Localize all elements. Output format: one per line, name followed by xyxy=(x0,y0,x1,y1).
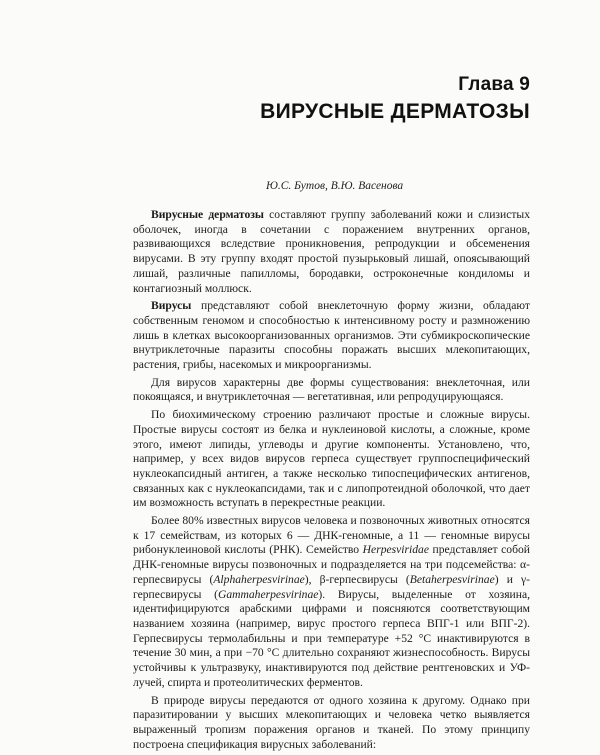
paragraph-viral-dermatoses xyxy=(133,208,530,296)
body-text xyxy=(133,208,530,755)
chapter-title: ВИРУСНЫЕ ДЕРМАТОЗЫ xyxy=(260,100,530,123)
paragraph-transmission: В природе вирусы передаются от одного хозяина к другому. Однако при паразитировании у высших млекопитающих и человека четко выявляется выраженный тропизм поражения органов и тканей. По этому принципу построена спецификация вирусных заболеваний: xyxy=(133,693,530,751)
chapter-number: Глава 9 xyxy=(458,74,530,95)
paragraph-text: представляют собой внеклеточную форму жизни, обладают собственным геномом и способностью к интенсивному росту и размножению лишь в клетках высокоорганизованных организмов. Эти субмикроскопические внутриклеточные паразиты способны поражать высших млекопитающих, растения, грибы, насекомых и микроорганизмы. xyxy=(133,299,530,372)
bold-term: Вирусные дерматозы xyxy=(151,208,264,221)
chapter-authors: Ю.С. Бутов, В.Ю. Васенова xyxy=(266,180,404,192)
paragraph-forms: Для вирусов характерны две формы существования: внеклеточная, или покоящаяся, и внутриклеточная — вегетативная, или репродуцирующаяся. xyxy=(133,375,530,404)
paragraph-text: ) и γ-герпесвирусы ( xyxy=(133,572,530,601)
latin-term: Alphaherpesvirinae xyxy=(213,572,305,586)
paragraph-biochemistry: По биохимическому строению различают простые и сложные вирусы. Простые вирусы состоят из белка и нуклеиновой кислоты, а сложные, кроме этого, имеют липиды, углеводы и другие компоненты. Установлено, что, например, у всех видов вирусов герпеса существует группоспецифический нуклеокапсидный антиген, а также несколько типоспецифических антигенов, связанных как с нуклеокапсидами, так и с липопротеидной оболочкой, что дает им возможность вступать в перекрестные реакции. xyxy=(133,408,530,510)
paragraph-text: ). Вирусы, выделенные от хозяина, идентифицируются арабскими цифрами и поясняются соответствующим названием хозяина (например, вирус простого герпеса ВПГ-1 или ВПГ-2). Герпесвирусы термолабильны и при температуре +52 °С инактивируются в течение 30 мин, а при −70 °С длительно сохраняют жизнеспособность. Вирусы устойчивы к ультразвуку, инактивируются под действие рентгеновских и УФ-лучей, спирта и протеолитических ферментов. xyxy=(133,587,530,689)
paragraph-families xyxy=(133,514,530,690)
paragraph-text: составляют группу заболеваний кожи и слизистых оболочек, иногда в сочетании с поражением внутренних органов, развивающихся вследствие проникновения, репродукции и обсеменения вирусами. В эту группу входят простой пузырьковый лишай, опоясывающий лишай, различные папилломы, бородавки, остроконечные кондиломы и контагиозный моллюск. xyxy=(133,208,531,295)
latin-term: Betaherpesvirinae xyxy=(409,572,495,586)
paragraph-viruses xyxy=(133,299,530,373)
bold-term: Вирусы xyxy=(151,299,192,313)
latin-term: Herpesviridae xyxy=(362,543,429,557)
paragraph-text: Более 80% известных вирусов человека и позвоночных животных относятся к 17 семействам, из которых 6 — ДНК-геномные, а 11 — геномные вирусы рибонуклеиновой кислоты (РНК). Семейство xyxy=(133,514,530,557)
latin-term: Gammaherpesvirinae xyxy=(217,587,319,601)
paragraph-text: ), β-герпесвирусы ( xyxy=(304,572,410,586)
paragraph-text: представляет собой ДНК-геномные вирусы позвоночных и подразделяется на три подсемейства: α-герпесвирусы ( xyxy=(133,543,531,586)
